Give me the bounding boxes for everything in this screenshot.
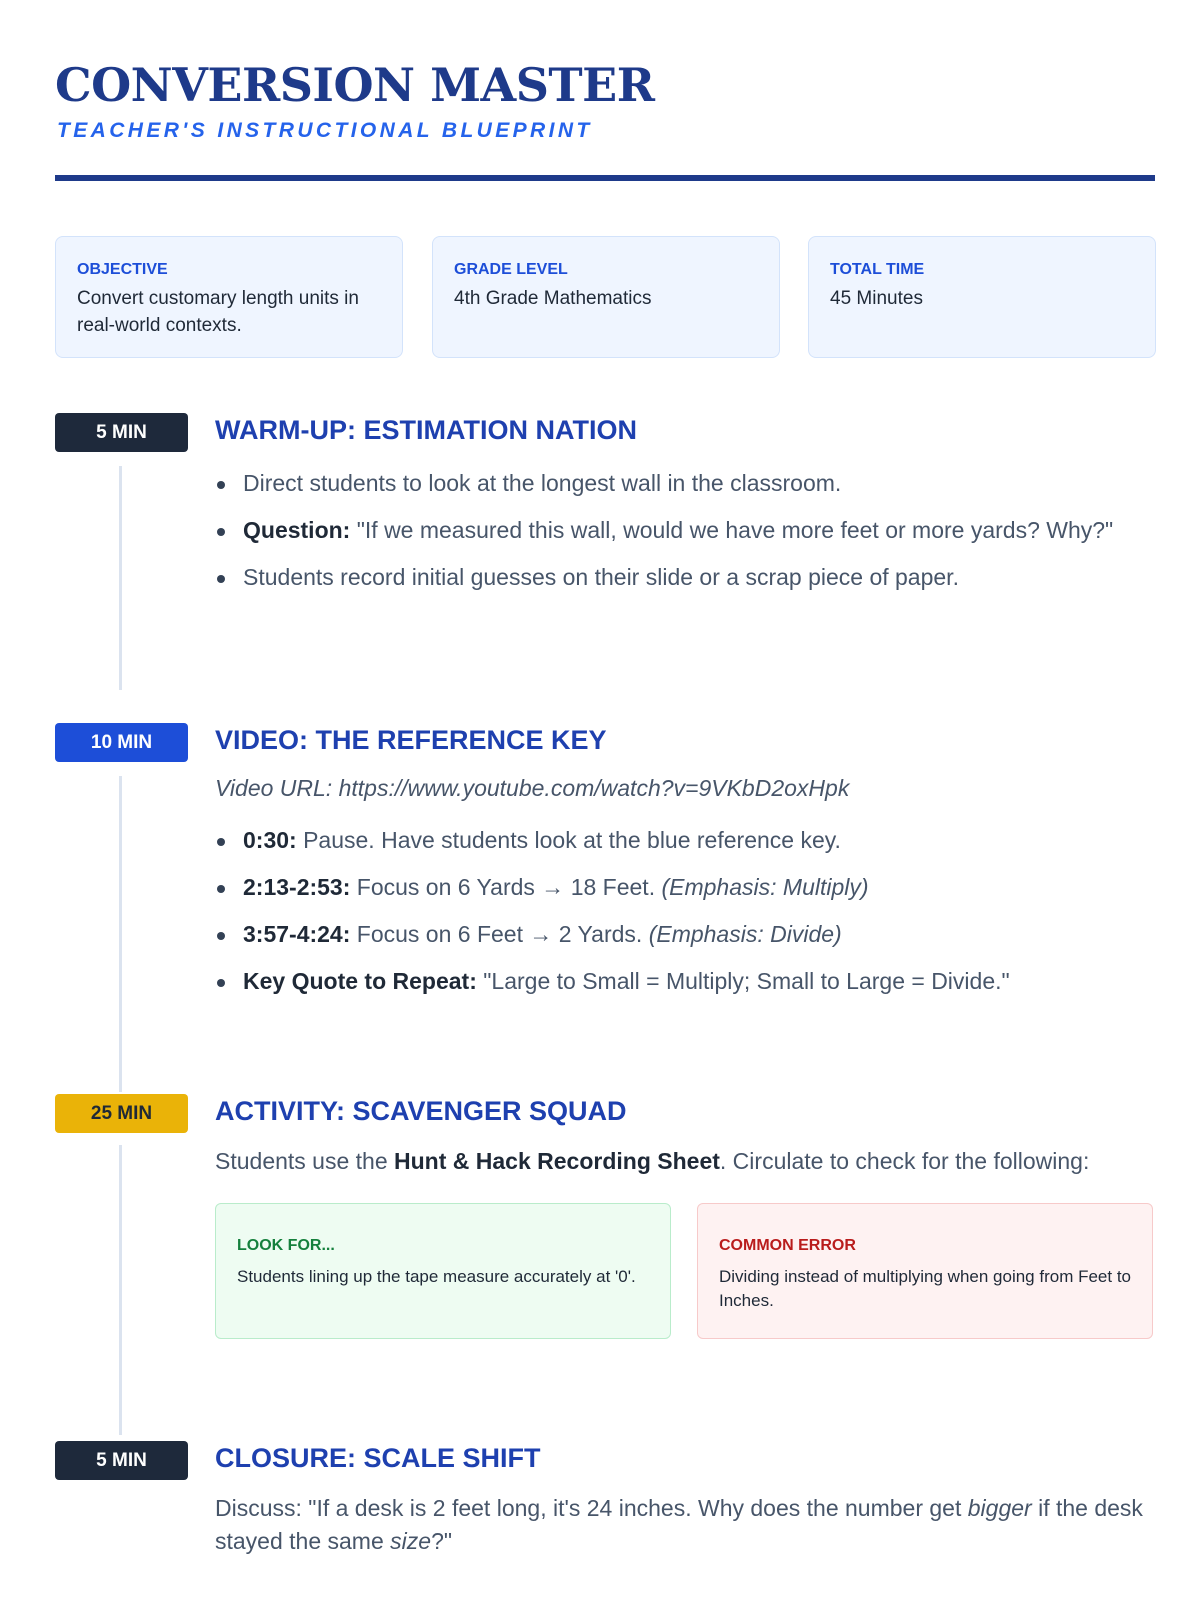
bullet-bold: 0:30: xyxy=(243,827,297,853)
common-error-callout xyxy=(697,1203,1153,1339)
list-item xyxy=(215,918,1115,951)
time-badge: 10 MIN xyxy=(55,723,188,762)
intro-text: . Circulate to check for the following: xyxy=(719,1148,1090,1174)
timeline-connector xyxy=(119,466,122,690)
page-title: CONVERSION MASTER xyxy=(55,58,655,112)
list-item xyxy=(215,965,1115,998)
info-label: TOTAL TIME xyxy=(830,261,925,278)
list-item xyxy=(215,514,1115,547)
closure-text-part: ?" xyxy=(431,1528,453,1554)
bullet-bold: 2:13-2:53: xyxy=(243,874,351,900)
bullet-text: Pause. Have students look at the blue reference key. xyxy=(303,827,841,853)
bullet-text: Students record initial guesses on their slide or a scrap piece of paper. xyxy=(243,564,959,590)
total-time-card xyxy=(808,236,1156,358)
list-item xyxy=(215,561,1115,594)
bullet-text: "If we measured this wall, would we have more feet or more yards? Why?" xyxy=(356,517,1114,543)
timeline-connector xyxy=(119,776,122,1092)
bullet-bold: Key Quote to Repeat: xyxy=(243,968,477,994)
section-title: ACTIVITY: SCAVENGER SQUAD xyxy=(215,1096,627,1126)
objective-card xyxy=(55,236,403,358)
list-item xyxy=(215,824,1115,857)
callout-label: LOOK FOR... xyxy=(237,1237,335,1254)
timeline-connector xyxy=(119,1145,122,1435)
list-item xyxy=(215,871,1115,904)
bullet-text: Direct students to look at the longest wall in the classroom. xyxy=(243,470,842,496)
bullet-bold: Question: xyxy=(243,517,351,543)
page-subtitle: TEACHER'S INSTRUCTIONAL BLUEPRINT xyxy=(57,119,593,142)
video-url[interactable]: Video URL: https://www.youtube.com/watch?v=9VKbD2oxHpk xyxy=(215,775,850,801)
warmup-list xyxy=(215,467,1115,608)
info-label: GRADE LEVEL xyxy=(454,261,568,278)
bullet-text: Focus on 6 Feet → 2 Yards. xyxy=(356,921,643,947)
callout-text: Students lining up the tape measure accurately at '0'. xyxy=(237,1267,636,1286)
info-label: OBJECTIVE xyxy=(77,261,168,278)
header-divider xyxy=(55,175,1155,181)
section-title: WARM-UP: ESTIMATION NATION xyxy=(215,415,637,445)
closure-emphasis: bigger xyxy=(967,1495,1032,1521)
time-badge: 5 MIN xyxy=(55,413,188,452)
recording-sheet-name: Hunt & Hack Recording Sheet xyxy=(394,1148,720,1174)
bullet-emphasis: (Emphasis: Divide) xyxy=(648,921,842,947)
bullet-text: "Large to Small = Multiply; Small to Large = Divide." xyxy=(483,968,1010,994)
look-for-callout xyxy=(215,1203,671,1339)
grade-level-card xyxy=(432,236,780,358)
section-title: CLOSURE: SCALE SHIFT xyxy=(215,1443,541,1473)
video-list xyxy=(215,824,1115,1012)
callout-label: COMMON ERROR xyxy=(719,1237,856,1254)
bullet-text: Focus on 6 Yards → 18 Feet. xyxy=(356,874,656,900)
time-badge: 25 MIN xyxy=(55,1094,188,1133)
bullet-emphasis: (Emphasis: Multiply) xyxy=(661,874,869,900)
closure-text xyxy=(215,1492,1155,1558)
bullet-bold: 3:57-4:24: xyxy=(243,921,351,947)
time-badge: 5 MIN xyxy=(55,1441,188,1480)
activity-intro xyxy=(215,1145,1089,1178)
section-title: VIDEO: THE REFERENCE KEY xyxy=(215,725,607,755)
closure-emphasis: size xyxy=(390,1528,432,1554)
info-value: Convert customary length units in real-world contexts. xyxy=(77,288,359,336)
closure-text-part: if the desk stayed the same xyxy=(215,1495,1143,1554)
list-item xyxy=(215,467,1115,500)
info-value: 45 Minutes xyxy=(830,288,923,309)
intro-text: Students use the xyxy=(215,1148,388,1174)
callout-text: Dividing instead of multiplying when going from Feet to Inches. xyxy=(719,1267,1131,1310)
closure-text-part: Discuss: "If a desk is 2 feet long, it's 24 inches. Why does the number get xyxy=(215,1495,962,1521)
info-value: 4th Grade Mathematics xyxy=(454,288,652,309)
